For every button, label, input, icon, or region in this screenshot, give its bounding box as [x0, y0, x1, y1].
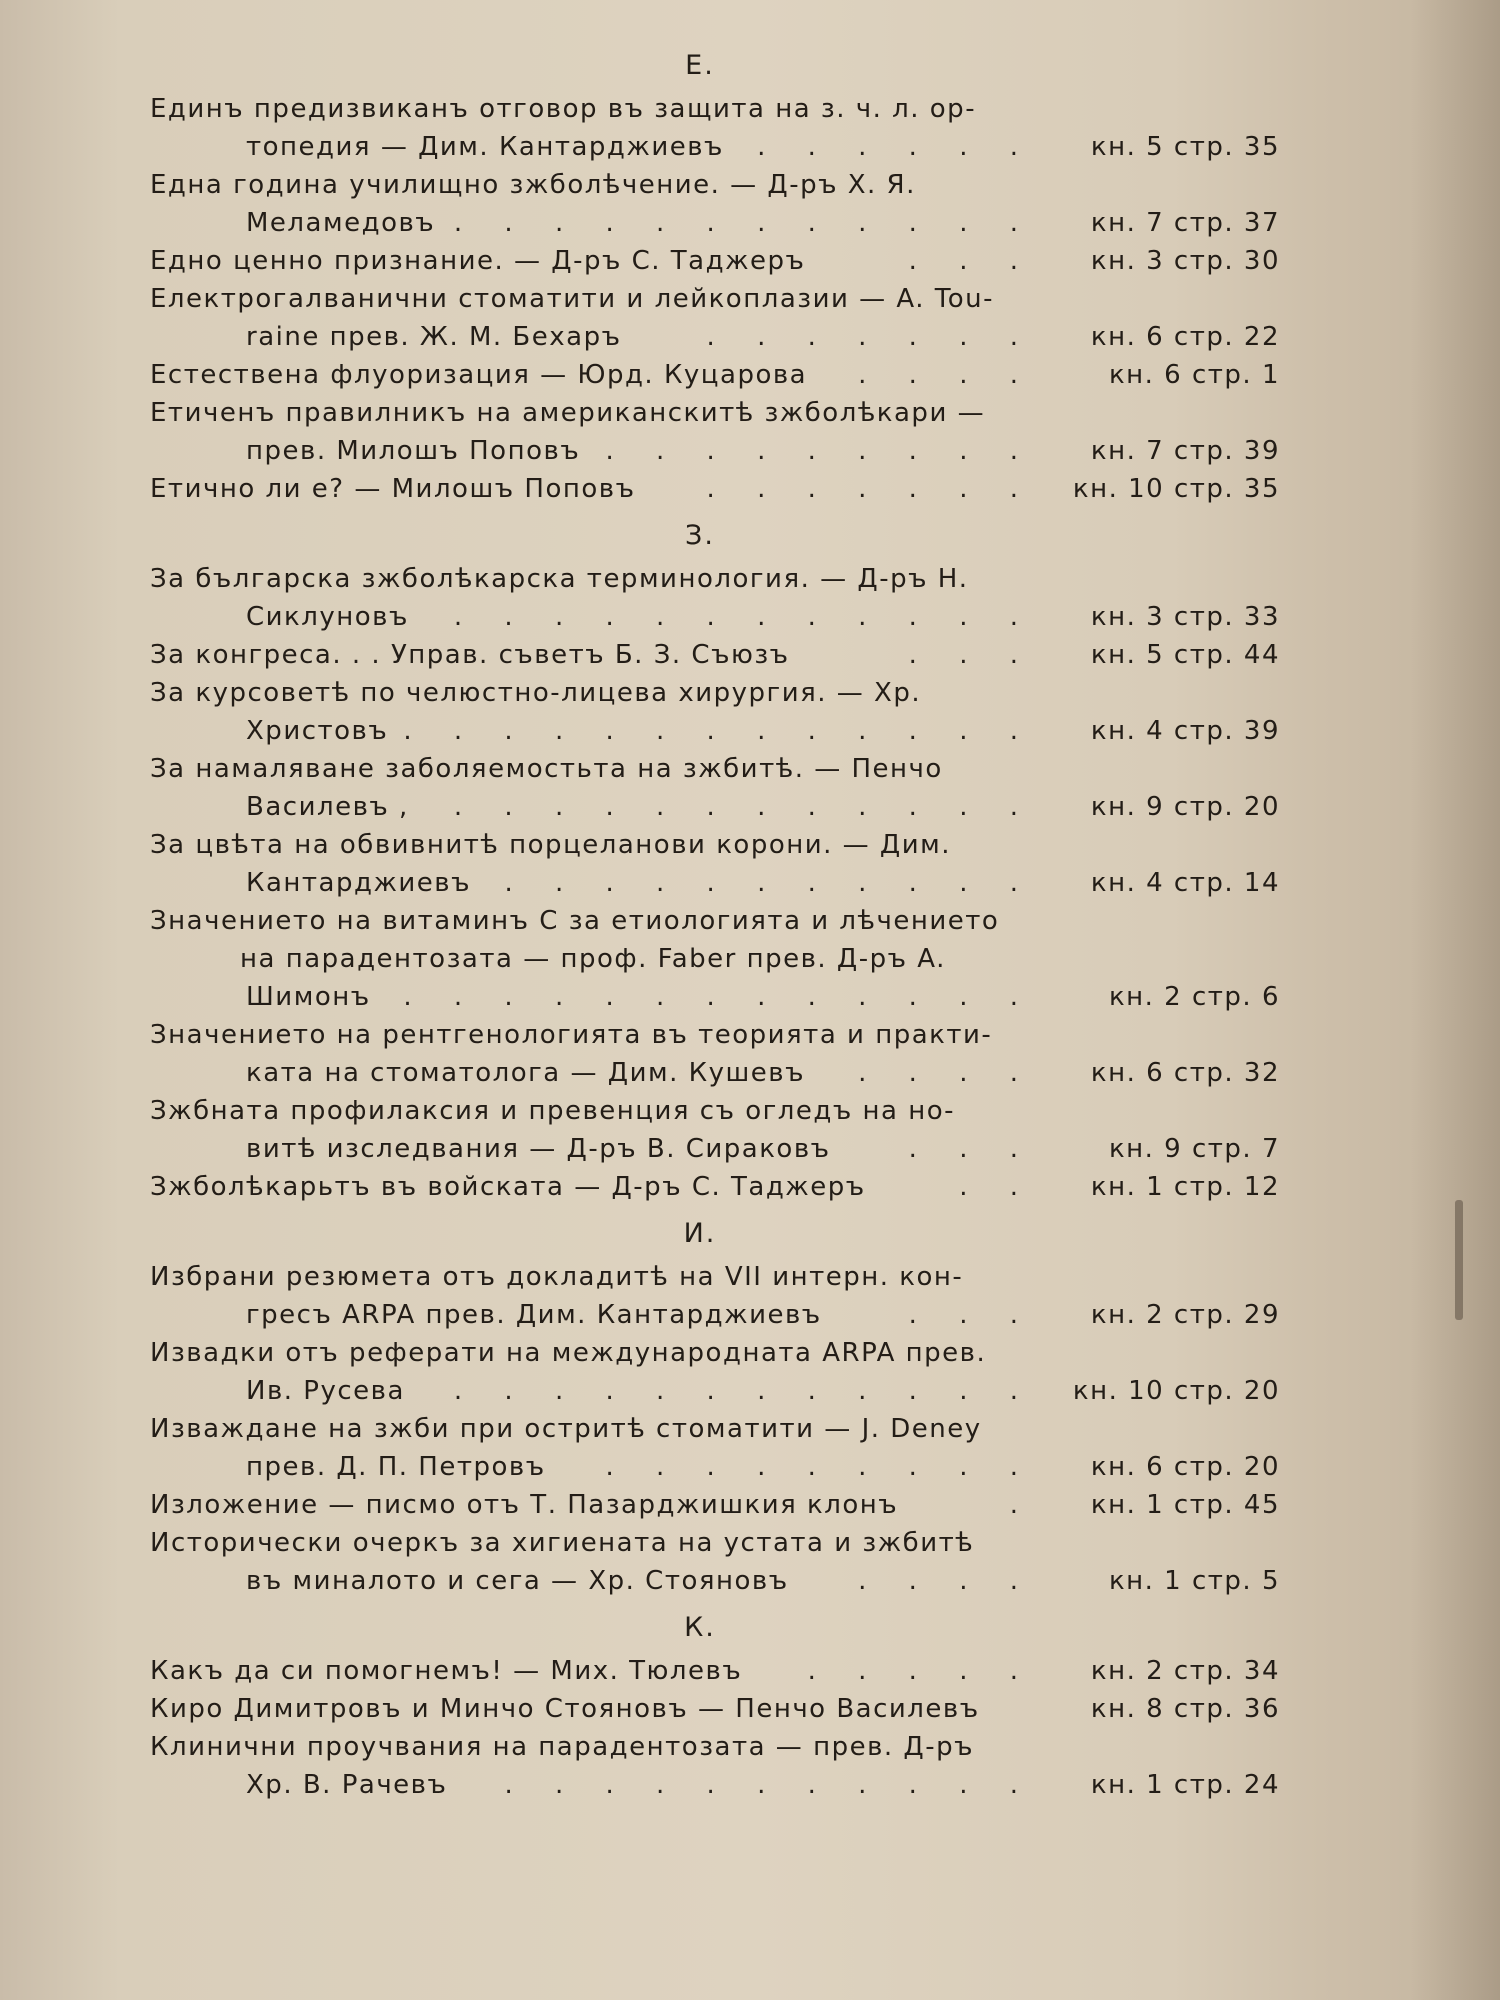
index-entry	[150, 242, 1280, 280]
leader-dots: . .	[959, 1172, 1035, 1202]
index-entry	[150, 1334, 1280, 1410]
entry-text: витѣ изследвания — Д-ръ В. Сираковъ	[246, 1134, 831, 1164]
entry-text: Зжболѣкарьтъ въ войската — Д-ръ С. Таджеръ	[150, 1172, 866, 1202]
entry-continuation-line	[150, 1054, 1280, 1092]
section-letter: З.	[685, 520, 715, 551]
entry-text: За българска зжболѣкарска терминология. — Д-ръ Н.	[150, 564, 969, 594]
index-entry	[150, 90, 1280, 166]
entry-title-line	[150, 1410, 1280, 1448]
page-reference: кн. 4 стр. 14	[1090, 868, 1280, 898]
entry-continuation-line	[150, 940, 1280, 978]
page-reference: кн. 2 стр. 34	[1090, 1656, 1280, 1686]
leader-dots: . . . .	[858, 1566, 1035, 1596]
page-reference: кн. 3 стр. 30	[1090, 246, 1280, 276]
index-entry	[150, 1016, 1280, 1092]
entry-title-line	[150, 1690, 1280, 1728]
leader-dots: . . . . . .	[757, 132, 1035, 162]
index-entry	[150, 674, 1280, 750]
entry-continuation-line	[150, 1372, 1280, 1410]
entry-text: Електрогалванични стоматити и лейкоплазии — A. Tou-	[150, 284, 995, 314]
entry-title-line	[150, 674, 1280, 712]
entry-title-line	[150, 356, 1280, 394]
index-entry	[150, 1258, 1280, 1334]
index-entry	[150, 280, 1280, 356]
entry-text: въ миналото и сега — Хр. Стояновъ	[246, 1566, 789, 1596]
entry-text: Христовъ	[246, 716, 389, 746]
entry-text: гресъ ARPA прев. Дим. Кантарджиевъ	[246, 1300, 822, 1330]
leader-dots: . . . . .	[807, 1656, 1035, 1686]
leader-dots: . . . . . . . . . . .	[504, 868, 1035, 898]
page-reference: кн. 6 стр. 32	[1090, 1058, 1280, 1088]
page-reference: кн. 6 стр. 1	[1108, 360, 1280, 390]
index-entry	[150, 1486, 1280, 1524]
entry-continuation-line	[150, 432, 1280, 470]
index-entry	[150, 1524, 1280, 1600]
page-reference: кн. 1 стр. 24	[1090, 1770, 1280, 1800]
page-reference: кн. 7 стр. 37	[1090, 208, 1280, 238]
page-reference: кн. 1 стр. 12	[1090, 1172, 1280, 1202]
index-entry	[150, 470, 1280, 508]
entry-text: Значението на рентгенологията въ теорията и практи-	[150, 1020, 993, 1050]
page-reference: кн. 5 стр. 44	[1090, 640, 1280, 670]
leader-dots: . . . . . . . . . . . .	[453, 208, 1035, 238]
index-entry	[150, 166, 1280, 242]
entry-text: За конгреса. . . Управ. съветъ Б. З. Съюзъ	[150, 640, 790, 670]
entry-title-line	[150, 1652, 1280, 1690]
entry-text: Хр. В. Рачевъ	[246, 1770, 448, 1800]
entry-text: Ив. Русева	[246, 1376, 405, 1406]
page-reference: кн. 10 стр. 20	[1072, 1376, 1280, 1406]
page-reference: кн. 1 стр. 5	[1108, 1566, 1280, 1596]
entry-text: Едно ценно признание. — Д-ръ С. Таджеръ	[150, 246, 806, 276]
entry-text: Естествена флуоризация — Юрд. Куцарова	[150, 360, 808, 390]
index-entry	[150, 1410, 1280, 1486]
entry-continuation-line	[150, 1562, 1280, 1600]
page-reference: кн. 1 стр. 45	[1090, 1490, 1280, 1520]
entry-text: Една година училищно зжболѣчение. — Д-ръ Х. Я.	[150, 170, 916, 200]
page-spine-shadow	[1410, 0, 1500, 2000]
index-entry	[150, 1168, 1280, 1206]
page-reference: кн. 2 стр. 6	[1108, 982, 1280, 1012]
page-reference: кн. 9 стр. 20	[1090, 792, 1280, 822]
entry-text: Избрани резюмета отъ докладитѣ на VII интерн. кон-	[150, 1262, 964, 1292]
entry-continuation-line	[150, 1448, 1280, 1486]
entry-text: прев. Д. П. Петровъ	[246, 1452, 546, 1482]
index-entry	[150, 902, 1280, 1016]
index-entry	[150, 560, 1280, 636]
section-letter: К.	[684, 1612, 716, 1643]
section-letter: И.	[683, 1218, 717, 1249]
page-reference: кн. 8 стр. 36	[1090, 1694, 1280, 1724]
entry-text: Меламедовъ	[246, 208, 436, 238]
index-entry	[150, 1728, 1280, 1804]
entry-text: Етично ли е? — Милошъ Поповъ	[150, 474, 636, 504]
leader-dots: . . . . . . . . . . . .	[453, 602, 1035, 632]
entry-title-line	[150, 750, 1280, 788]
entry-title-line	[150, 1728, 1280, 1766]
leader-dots: . . . . . . . . . . . .	[453, 1376, 1035, 1406]
entry-text: Извадки отъ реферати на международната ARPA прев.	[150, 1338, 987, 1368]
entry-title-line	[150, 242, 1280, 280]
leader-dots: . . . . . . .	[706, 474, 1035, 504]
entry-continuation-line	[150, 128, 1280, 166]
page-reference: кн. 7 стр. 39	[1090, 436, 1280, 466]
entry-text: Кантарджиевъ	[246, 868, 471, 898]
leader-dots: . . . . . . . . . . . .	[453, 792, 1035, 822]
entry-text: raine прев. Ж. М. Бехаръ	[246, 322, 622, 352]
entry-text: Етиченъ правилникъ на американскитѣ зжболѣкари —	[150, 398, 986, 428]
index-entry	[150, 394, 1280, 470]
leader-dots: . . .	[908, 246, 1035, 276]
entry-text: ката на стоматолога — Дим. Кушевъ	[246, 1058, 805, 1088]
entry-text: Клинични проучвания на парадентозата — прев. Д-ръ	[150, 1732, 974, 1762]
entry-text: Киро Димитровъ и Минчо Стояновъ — Пенчо Василевъ	[150, 1694, 980, 1724]
index-entry	[150, 1092, 1280, 1168]
entry-continuation-line	[150, 598, 1280, 636]
leader-dots: .	[1009, 1490, 1035, 1520]
entry-title-line	[150, 1486, 1280, 1524]
entry-text: Изложение — писмо отъ Т. Пазарджишкия клонъ	[150, 1490, 899, 1520]
entry-title-line	[150, 1524, 1280, 1562]
entry-text: За намаляване заболяемостьта на зжбитѣ. — Пенчо	[150, 754, 943, 784]
entry-text: Сиклуновъ	[246, 602, 409, 632]
entry-continuation-line	[150, 788, 1280, 826]
entry-title-line	[150, 826, 1280, 864]
leader-dots: . . . . . . .	[706, 322, 1035, 352]
entry-title-line	[150, 470, 1280, 508]
entry-title-line	[150, 90, 1280, 128]
entry-continuation-line	[150, 1296, 1280, 1334]
entry-text: на парадентозата — проф. Faber прев. Д-ръ A.	[240, 944, 946, 974]
page-reference: кн. 9 стр. 7	[1108, 1134, 1280, 1164]
leader-dots: . . .	[908, 640, 1035, 670]
index-entry	[150, 1690, 1280, 1728]
entry-continuation-line	[150, 712, 1280, 750]
index-column	[150, 38, 1280, 1804]
leader-dots: . . . . . . . . . . . . .	[403, 716, 1035, 746]
entry-text: Значението на витаминъ С за етиологията и лѣчението	[150, 906, 1000, 936]
index-entry	[150, 636, 1280, 674]
entry-continuation-line	[150, 864, 1280, 902]
entry-title-line	[150, 280, 1280, 318]
entry-continuation-line	[150, 318, 1280, 356]
page-reference: кн. 4 стр. 39	[1090, 716, 1280, 746]
leader-dots: . . . . . . . . .	[605, 1452, 1035, 1482]
page-reference: кн. 10 стр. 35	[1072, 474, 1280, 504]
page-reference: кн. 5 стр. 35	[1090, 132, 1280, 162]
leader-dots: . . .	[908, 1134, 1035, 1164]
binding-tear	[1455, 1200, 1463, 1320]
leader-dots: . . . . . . . . . . . . .	[403, 982, 1035, 1012]
page-reference: кн. 3 стр. 33	[1090, 602, 1280, 632]
entry-title-line	[150, 1016, 1280, 1054]
entry-title-line	[150, 1334, 1280, 1372]
leader-dots: . . .	[908, 1300, 1035, 1330]
index-entry	[150, 356, 1280, 394]
entry-text: Шимонъ	[246, 982, 371, 1012]
page-reference: кн. 6 стр. 20	[1090, 1452, 1280, 1482]
section-letter: Е.	[685, 50, 715, 81]
entry-title-line	[150, 1168, 1280, 1206]
page-reference: кн. 6 стр. 22	[1090, 322, 1280, 352]
page-reference: кн. 2 стр. 29	[1090, 1300, 1280, 1330]
entry-text: Какъ да си помогнемъ! — Мих. Тюлевъ	[150, 1656, 743, 1686]
entry-text: Изваждане на зжби при остритѣ стоматити — J. Deney	[150, 1414, 982, 1444]
entry-title-line	[150, 166, 1280, 204]
leader-dots: . . . . . . . . . . .	[504, 1770, 1035, 1800]
entry-text: За цвѣта на обвивнитѣ порцеланови корони. — Дим.	[150, 830, 952, 860]
entry-text: За курсоветѣ по челюстно-лицева хирургия. — Хр.	[150, 678, 922, 708]
entry-title-line	[150, 1258, 1280, 1296]
entry-text: Исторически очеркъ за хигиената на устата и зжбитѣ	[150, 1528, 975, 1558]
leader-dots: . . . .	[858, 1058, 1035, 1088]
entry-title-line	[150, 636, 1280, 674]
entry-title-line	[150, 1092, 1280, 1130]
entry-continuation-line	[150, 204, 1280, 242]
entry-title-line	[150, 560, 1280, 598]
entry-continuation-line	[150, 1766, 1280, 1804]
index-entry	[150, 826, 1280, 902]
entry-continuation-line	[150, 1130, 1280, 1168]
leader-dots: . . . . . . . . .	[605, 436, 1035, 466]
entry-text: Василевъ ,	[246, 792, 409, 822]
entry-text: прев. Милошъ Поповъ	[246, 436, 581, 466]
entry-title-line	[150, 902, 1280, 940]
entry-text: Зжбната профилаксия и превенция съ огледъ на но-	[150, 1096, 955, 1126]
entry-continuation-line	[150, 978, 1280, 1016]
index-entry	[150, 1652, 1280, 1690]
entry-title-line	[150, 394, 1280, 432]
entry-text: Единъ предизвиканъ отговор въ защита на з. ч. л. ор-	[150, 94, 977, 124]
leader-dots: . . . .	[858, 360, 1035, 390]
index-entry	[150, 750, 1280, 826]
entry-text: топедия — Дим. Кантарджиевъ	[246, 132, 724, 162]
